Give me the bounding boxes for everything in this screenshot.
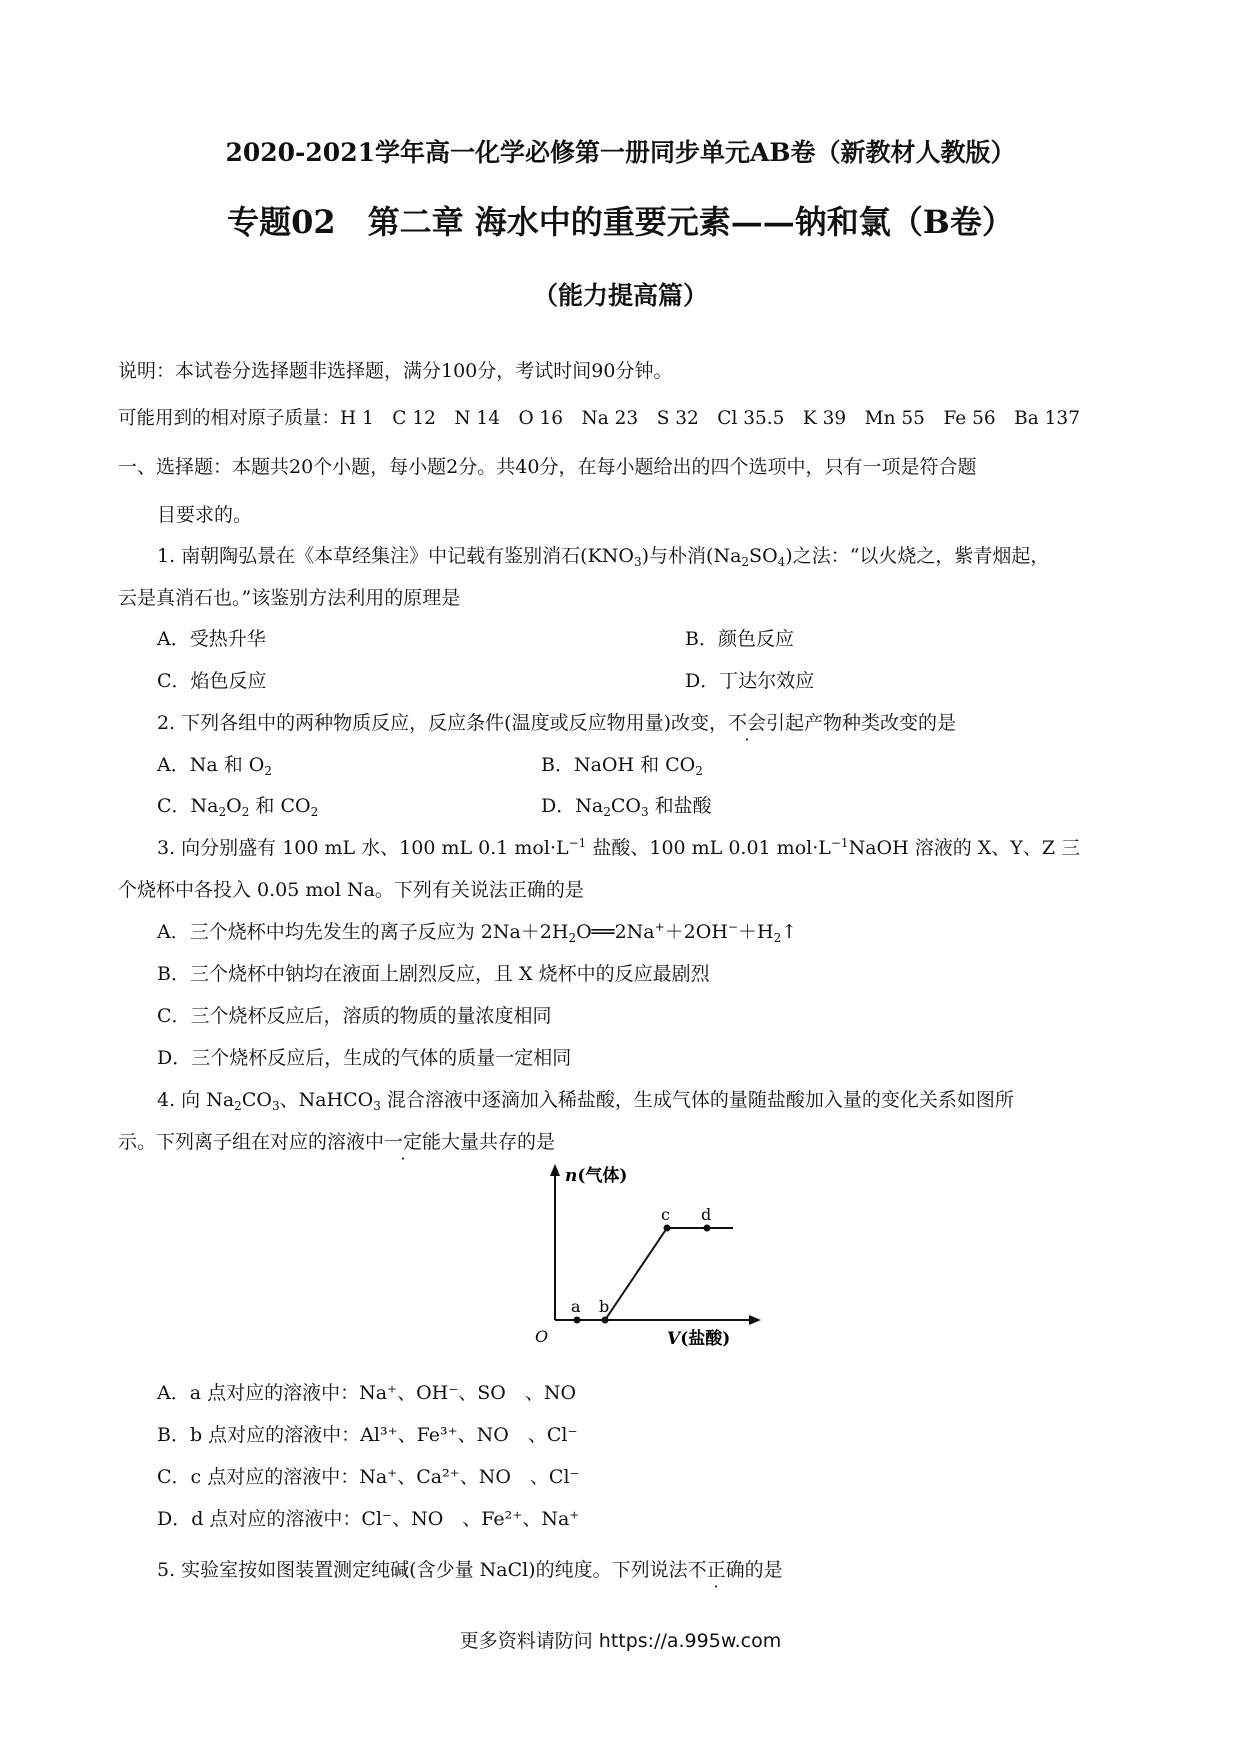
point-c (664, 1225, 671, 1232)
q2-option-d: D．$Na_2CO_3$ 和盐酸 (541, 795, 712, 819)
page-title: 2020-2021学年高一化学必修第一册同步单元AB卷（新教材人教版） (225, 138, 1016, 167)
q2-stem: 2. 下列各组中的两种物质反应，反应条件(温度或反应物用量)改变，不会引起产物种类改变的是 (157, 712, 957, 734)
point-b (602, 1317, 609, 1324)
point-a-label: a (571, 1297, 581, 1316)
footer-link[interactable]: 更多资料请防问 https://a.995w.com (459, 1630, 782, 1652)
q3-option-d: D．三个烧杯反应后，生成的气体的质量一定相同 (157, 1047, 572, 1069)
y-axis-arrow (550, 1164, 560, 1176)
q3-option-a: A．三个烧杯中均先发生的离子反应为 $2Na+2H_2O══2Na^++2OH^-+H_2↑$ (157, 920, 798, 945)
point-d (704, 1225, 711, 1232)
origin-label: O (535, 1327, 549, 1346)
page-subtitle-2: （能力提高篇） (532, 281, 708, 310)
gas-volume-graph (525, 1160, 785, 1350)
section-heading-line1: 一、选择题：本题共20个小题，每小题2分。共40分，在每小题给出的四个选项中，只有一项是符合题 (118, 456, 977, 478)
section-heading-line2: 目要求的。 (157, 504, 253, 526)
q2-option-c: C．$Na_2O_2$ 和 $CO_2$ (157, 795, 319, 819)
q4-option-a: A．a 点对应的溶液中：Na⁺、OH⁻、SO 、NO (157, 1382, 577, 1404)
x-axis-label: V(盐酸) (667, 1329, 731, 1349)
q4-stem: 4. 向 $Na_2CO_3$、NaHCO$_3$ 混合溶液中逐滴加入稀盐酸，生成气体的量随盐酸加入量的变化关系如图所 (157, 1089, 1014, 1113)
point-d-label: d (701, 1205, 712, 1224)
gas-curve (555, 1228, 733, 1320)
q1-option-b: B．颜色反应 (685, 628, 794, 650)
q3-option-c: C．三个烧杯反应后，溶质的物质的量浓度相同 (157, 1005, 552, 1027)
atomic-masses: 可能用到的相对原子质量：H 1 C 12 N 14 O 16 Na 23 S 32 Cl 35.5 K 39 Mn 55 Fe 56 Ba 137 (118, 408, 1080, 429)
q4-stem-line2: 示。下列离子组在对应的溶液中一定能大量共存的是 (118, 1131, 556, 1153)
q2-option-b: B．NaOH 和 $CO_2$ (541, 754, 703, 778)
q1-stem-line2: 云是真消石也。”该鉴别方法利用的原理是 (118, 587, 461, 609)
q5-stem: 5. 实验室按如图装置测定纯碱(含少量 NaCl)的纯度。下列说法不正确的是 (157, 1559, 783, 1581)
x-axis-arrow (749, 1315, 761, 1325)
q3-stem: 3. 向分别盛有 100 mL 水、100 mL 0.1 $mol\cdot L^{-1}$ 盐酸、100 mL 0.01 $mol\cdot L^{-1}NaOH$ 溶液的 X、Y、Z 三 (157, 836, 1081, 859)
q1-option-a: A．受热升华 (157, 628, 266, 650)
q2-option-a: A．Na 和 $O_2$ (157, 754, 272, 778)
q1-stem: 1. 南朝陶弘景在《本草经集注》中记载有鉴别消石$(KNO_3)$与朴消$(Na_2SO_4)$之法：“以火烧之，紫青烟起， (157, 545, 1050, 569)
q4-option-d: D．d 点对应的溶液中：Cl⁻、NO 、Fe²⁺、Na⁺ (157, 1508, 580, 1530)
point-a (574, 1317, 581, 1324)
q4-option-b: B．b 点对应的溶液中：Al³⁺、Fe³⁺、NO 、Cl⁻ (157, 1424, 578, 1446)
exam-note: 说明：本试卷分选择题非选择题，满分100分，考试时间90分钟。 (118, 360, 673, 382)
y-axis-label: n(气体) (565, 1166, 628, 1186)
page-subtitle: 专题02 第二章 海水中的重要元素——钠和氯（B卷） (227, 203, 1014, 241)
q1-option-d: D．丁达尔效应 (685, 670, 815, 692)
q1-option-c: C．焰色反应 (157, 670, 267, 692)
point-b-label: b (599, 1297, 610, 1316)
q3-stem-line2: 个烧杯中各投入 0.05 mol Na。下列有关说法正确的是 (118, 879, 584, 901)
q3-option-b: B．三个烧杯中钠均在液面上剧烈反应，且 X 烧杯中的反应最剧烈 (157, 963, 710, 985)
point-c-label: c (661, 1205, 670, 1224)
q4-option-c: C．c 点对应的溶液中：Na⁺、Ca²⁺、NO 、Cl⁻ (157, 1466, 580, 1488)
